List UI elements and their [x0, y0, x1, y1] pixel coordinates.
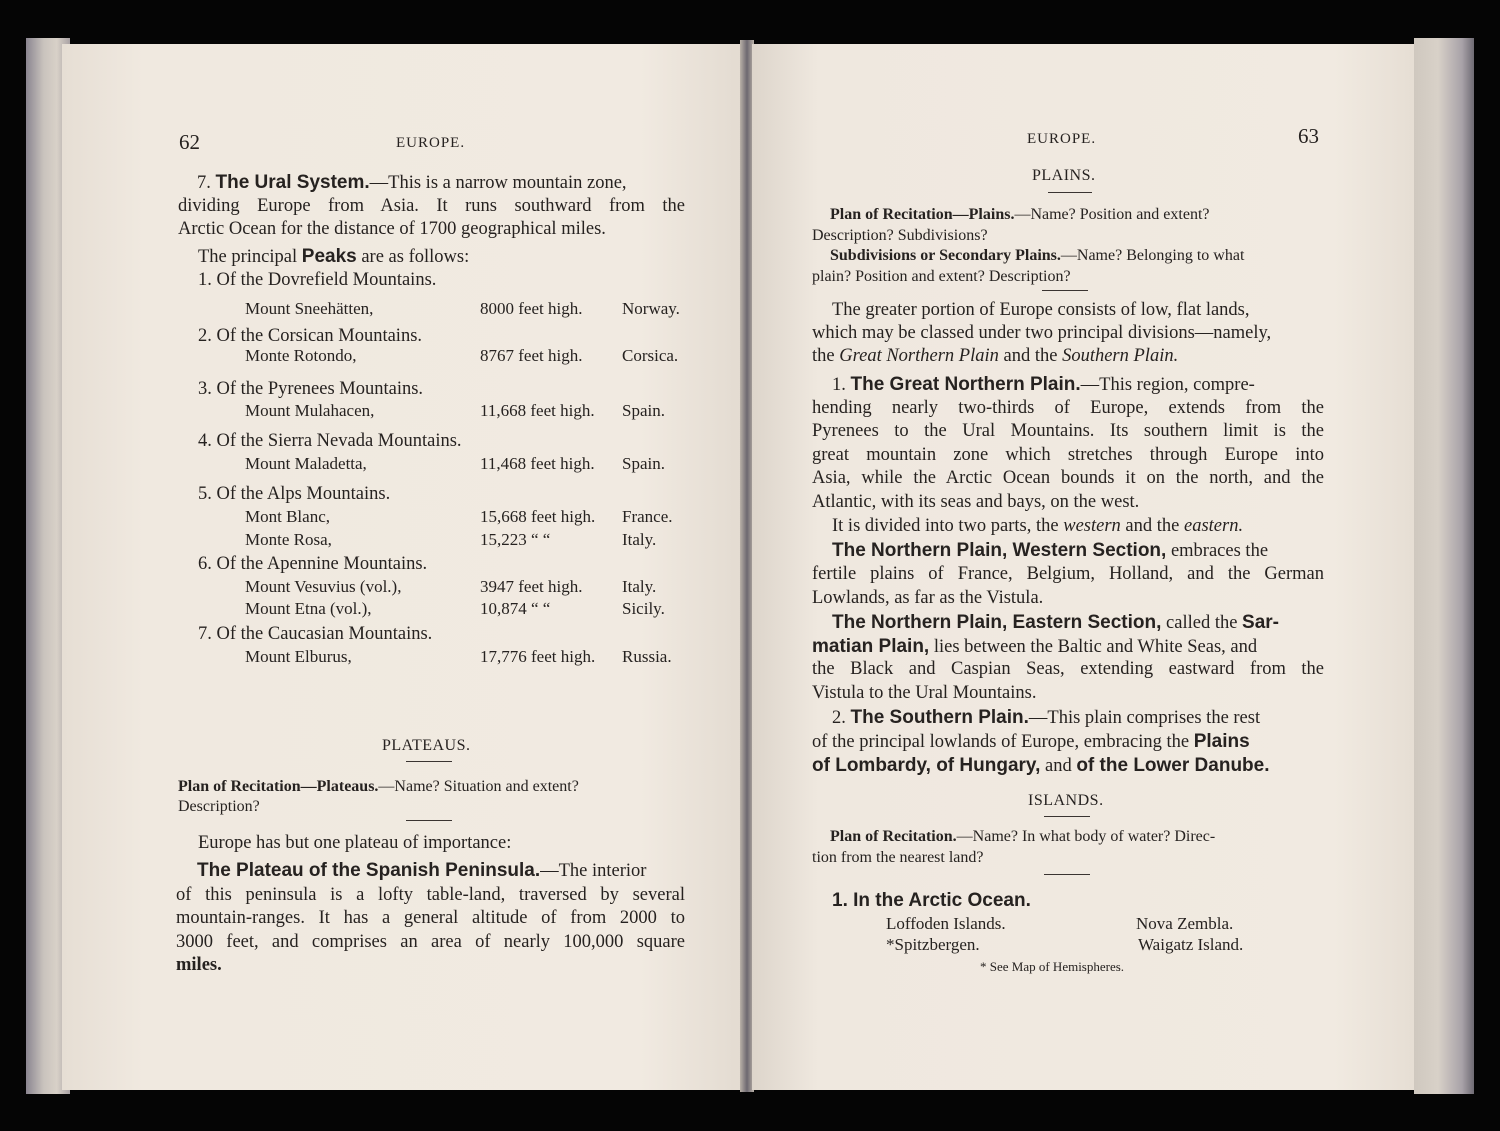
- west-line-1: The Northern Plain, Western Section, embraces the: [832, 540, 1269, 561]
- island-loffoden: Loffoden Islands.: [886, 914, 1006, 933]
- gnp-line-3: Pyrenees to the Ural Mountains. Its southern limit is the: [812, 421, 1324, 441]
- plateaus-plan-line-2: Description?: [178, 798, 260, 815]
- running-head-left: EUROPE.: [396, 135, 466, 151]
- peak-name: Monte Rotondo,: [245, 346, 357, 365]
- range-label: 2. Of the Corsican Mountains.: [198, 326, 423, 346]
- spanish-line-3: mountain-ranges. It has a general altitude of from 2000 to: [176, 908, 685, 928]
- east-line-2: matian Plain, lies between the Baltic and White Seas, and: [812, 636, 1258, 657]
- gnp-line-4: great mountain zone which stretches through Europe into: [812, 445, 1324, 465]
- spanish-line-5: miles.: [176, 955, 222, 975]
- west-line-2: fertile plains of France, Belgium, Holland, and the German: [812, 564, 1324, 584]
- left-page: [62, 44, 742, 1090]
- plains-plan-line-2: Description? Subdivisions?: [812, 227, 988, 244]
- east-line-1: The Northern Plain, Eastern Section, called the Sar-: [832, 612, 1280, 633]
- east-title: The Northern Plain, Eastern Section,: [832, 612, 1162, 633]
- peak-height: 15,223 “ “: [480, 530, 551, 549]
- island-waigatz: Waigatz Island.: [1138, 935, 1244, 954]
- peak-name: Mount Elburus,: [245, 647, 352, 666]
- right-page: [752, 44, 1414, 1090]
- rule-plateaus: [406, 761, 452, 762]
- page-number-left: 62: [179, 130, 200, 154]
- peak-name: Mount Vesuvius (vol.),: [245, 577, 402, 596]
- plains-plan-line-4: plain? Position and extent? Description?: [812, 268, 1071, 285]
- peak-country: France.: [622, 507, 673, 526]
- running-head-right: EUROPE.: [1027, 131, 1097, 147]
- peak-country: Spain.: [622, 454, 665, 473]
- peak-name: Monte Rosa,: [245, 530, 332, 549]
- gnp-line-5: Asia, while the Arctic Ocean bounds it on the north, and the: [812, 468, 1324, 488]
- peak-name: Mount Sneehätten,: [245, 299, 374, 318]
- spanish-line-1: The Plateau of the Spanish Peninsula.—The interior: [197, 860, 647, 881]
- peak-height: 11,668 feet high.: [480, 401, 595, 420]
- rule-plateaus-2: [406, 820, 452, 821]
- book-edge-right: [1414, 38, 1474, 1094]
- gnp-line-6: Atlantic, with its seas and bays, on the west.: [812, 492, 1140, 512]
- range-label: 3. Of the Pyrenees Mountains.: [198, 379, 424, 399]
- peak-name: Mont Blanc,: [245, 507, 330, 526]
- peak-name: Mount Maladetta,: [245, 454, 367, 473]
- peak-height: 10,874 “ “: [480, 599, 551, 618]
- divided-line: It is divided into two parts, the western and the eastern.: [832, 516, 1244, 536]
- plateaus-plan-line-1: Plan of Recitation—Plateaus.—Name? Situation and extent?: [178, 778, 579, 795]
- island-spitzbergen: *Spitzbergen.: [886, 935, 980, 954]
- range-label: 1. Of the Dovrefield Mountains.: [198, 270, 437, 290]
- ural-line-3: Arctic Ocean for the distance of 1700 geographical miles.: [178, 219, 606, 239]
- peak-height: 17,776 feet high.: [480, 647, 596, 666]
- arctic-heading: 1. In the Arctic Ocean.: [832, 890, 1031, 911]
- gnp-title: The Great Northern Plain.: [850, 374, 1081, 395]
- peak-height: 11,468 feet high.: [480, 454, 595, 473]
- islands-heading: ISLANDS.: [1028, 792, 1104, 809]
- range-label: 6. Of the Apennine Mountains.: [198, 554, 428, 574]
- plains-heading: PLAINS.: [1032, 167, 1096, 184]
- island-nova-zembla: Nova Zembla.: [1136, 914, 1234, 933]
- ural-title: The Ural System.: [215, 172, 370, 193]
- plains-plan-line-1: Plan of Recitation—Plains.—Name? Position and extent?: [830, 206, 1210, 223]
- east-line-4: Vistula to the Ural Mountains.: [812, 683, 1037, 703]
- rule-plains: [1048, 192, 1092, 193]
- islands-plan-line-2: tion from the nearest land?: [812, 849, 984, 866]
- south-line-1: 2. The Southern Plain.—This plain comprises the rest: [832, 707, 1261, 728]
- peak-height: 3947 feet high.: [480, 577, 583, 596]
- page-number-right: 63: [1298, 124, 1319, 148]
- peaks-intro: The principal Peaks are as follows:: [198, 246, 470, 267]
- rule-islands: [1044, 816, 1090, 817]
- rule-islands-2: [1044, 874, 1090, 875]
- spanish-title: The Plateau of the Spanish Peninsula.: [197, 860, 541, 881]
- ural-line-2: dividing Europe from Asia. It runs southward from the: [178, 196, 685, 216]
- peak-name: Mount Etna (vol.),: [245, 599, 372, 618]
- west-title: The Northern Plain, Western Section,: [832, 540, 1167, 561]
- east-line-3: the Black and Caspian Seas, extending eastward from the: [812, 659, 1324, 679]
- plains-intro-line-2: which may be classed under two principal divisions—namely,: [812, 323, 1272, 343]
- peak-country: Italy.: [622, 530, 657, 549]
- peak-country: Spain.: [622, 401, 665, 420]
- footnote: * See Map of Hemispheres.: [980, 959, 1125, 974]
- ural-line-1: 7. The Ural System.—This is a narrow mountain zone,: [197, 172, 627, 193]
- gnp-line-1: 1. The Great Northern Plain.—This region, compre-: [832, 374, 1255, 395]
- peak-country: Italy.: [622, 577, 657, 596]
- south-line-3: of Lombardy, of Hungary, and of the Lower Danube.: [812, 755, 1270, 776]
- west-line-3: Lowlands, as far as the Vistula.: [812, 588, 1044, 608]
- peak-country: Corsica.: [622, 346, 679, 365]
- peak-country: Sicily.: [622, 599, 665, 618]
- plains-intro-line-3: the Great Northern Plain and the Southern Plain.: [812, 346, 1179, 366]
- plains-intro-line-1: The greater portion of Europe consists of low, flat lands,: [832, 300, 1250, 320]
- plateaus-heading: PLATEAUS.: [382, 737, 471, 754]
- islands-plan-line-1: Plan of Recitation.—Name? In what body of water? Direc-: [830, 828, 1216, 845]
- rule-plains-2: [1042, 290, 1088, 291]
- spanish-line-4: 3000 feet, and comprises an area of nearly 100,000 square: [176, 932, 685, 952]
- range-label: 7. Of the Caucasian Mountains.: [198, 624, 433, 644]
- peak-country: Norway.: [622, 299, 680, 318]
- spanish-line-2: of this peninsula is a lofty table-land, traversed by several: [176, 885, 685, 905]
- peak-height: 15,668 feet high.: [480, 507, 596, 526]
- peak-height: 8767 feet high.: [480, 346, 583, 365]
- south-title: The Southern Plain.: [850, 707, 1029, 728]
- range-label: 5. Of the Alps Mountains.: [198, 484, 391, 504]
- peak-name: Mount Mulahacen,: [245, 401, 375, 420]
- plains-plan-line-3: Subdivisions or Secondary Plains.—Name? Belonging to what: [830, 247, 1245, 264]
- peak-country: Russia.: [622, 647, 672, 666]
- peak-height: 8000 feet high.: [480, 299, 583, 318]
- plateau-intro: Europe has but one plateau of importance:: [198, 833, 512, 853]
- range-label: 4. Of the Sierra Nevada Mountains.: [198, 431, 462, 451]
- south-line-2: of the principal lowlands of Europe, embracing the Plains: [812, 731, 1250, 752]
- gnp-line-2: hending nearly two-thirds of Europe, extends from the: [812, 398, 1324, 418]
